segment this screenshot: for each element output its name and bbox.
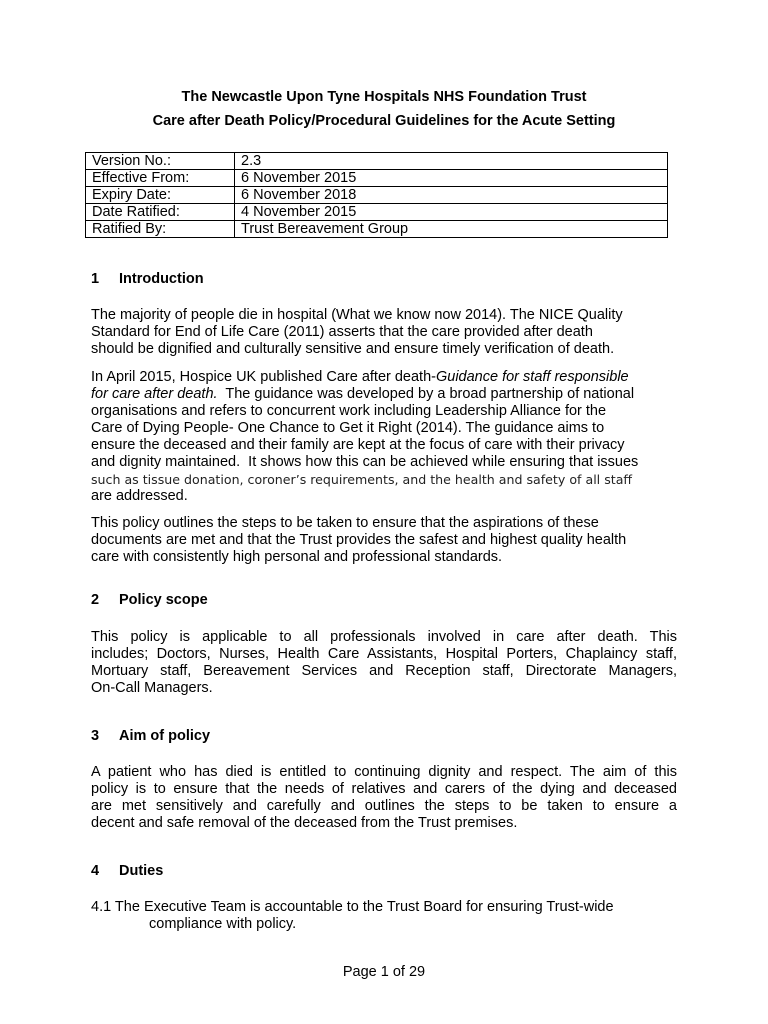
text-line: decent and safe removal of the deceased from the Trust premises. [91,815,518,831]
text-line: should be dignified and culturally sensitive and ensure timely verification of death. [91,341,615,357]
text-run: In April 2015, Hospice UK published Care after death- [91,369,436,385]
section-number: 1 [91,271,100,287]
section-number: 3 [91,728,100,744]
text-line: ensure the deceased and their family are kept at the focus of care with their privacy [91,437,625,453]
text-line: and dignity maintained. It shows how this can be achieved while ensuring that issues [91,454,639,470]
section-number: 2 [91,592,100,608]
text-line: policy is to ensure that the needs of relatives and carers of the dying and deceased [91,781,677,797]
text-line: documents are met and that the Trust provides the safest and highest quality health [91,532,627,548]
scope-paragraph [91,629,677,697]
text-line: The majority of people die in hospital (What we know now 2014). The NICE Quality [91,307,623,323]
text-line: A patient who has died is entitled to continuing dignity and respect. The aim of this [91,764,677,780]
table-row [86,170,668,187]
section-title: Aim of policy [119,728,211,744]
text-line: Care of Dying People- One Chance to Get it Right (2014). The guidance aims to [91,420,605,436]
info-label: Version No.: [86,153,235,170]
table-row [86,204,668,221]
text-line: includes; Doctors, Nurses, Health Care Assistants, Hospital Porters, Chaplaincy staff, [91,646,677,662]
section-title: Policy scope [119,592,208,608]
table-row [86,221,668,238]
document-info-table [85,152,668,238]
info-value: Trust Bereavement Group [235,221,668,238]
text-line: are addressed. [91,488,188,504]
text-line [91,369,677,386]
section-title: Duties [119,863,164,879]
page-number: Page 1 of 29 [342,964,426,980]
info-label: Ratified By: [86,221,235,238]
intro-paragraph-1 [91,307,677,358]
info-label: Effective From: [86,170,235,187]
info-value: 6 November 2018 [235,187,668,204]
text-line: are met sensitively and carefully and outlines the steps to be taken to ensure a [91,798,677,814]
info-value: 6 November 2015 [235,170,668,187]
text-line: 4.1 The Executive Team is accountable to the Trust Board for ensuring Trust-wide [91,899,614,915]
aim-paragraph [91,764,677,832]
info-value: 4 November 2015 [235,204,668,221]
duties-item-4-1 [91,899,677,933]
section-heading-aim-of-policy [91,727,210,745]
document-title: Care after Death Policy/Procedural Guidelines for the Acute Setting [152,113,616,129]
text-line: organisations and refers to concurrent work including Leadership Alliance for the [91,403,607,419]
text-line: This policy outlines the steps to be taken to ensure that the aspirations of these [91,515,599,531]
intro-paragraph-2 [91,369,677,505]
text-line: On-Call Managers. [91,680,213,696]
info-label: Expiry Date: [86,187,235,204]
text-line [91,386,677,403]
info-label: Date Ratified: [86,204,235,221]
text-line: This policy is applicable to all professionals involved in care after death. This [91,629,677,645]
text-line: such as tissue donation, coroner’s requirements, and the health and safety of all staff [91,472,633,487]
organisation-title: The Newcastle Upon Tyne Hospitals NHS Foundation Trust [181,89,587,105]
table-row [86,153,668,170]
intro-paragraph-3 [91,515,677,566]
section-heading-policy-scope [91,591,208,609]
section-heading-introduction [91,270,204,288]
section-title: Introduction [119,271,204,287]
text-line: compliance with policy. [149,916,297,932]
text-line: Standard for End of Life Care (2011) asserts that the care provided after death [91,324,593,340]
section-heading-duties [91,862,163,880]
table-row [86,187,668,204]
section-number: 4 [91,863,100,879]
text-run: The guidance was developed by a broad partnership of national [217,386,635,402]
text-line: Mortuary staff, Bereavement Services and Reception staff, Directorate Managers, [91,663,677,679]
guidance-title-italic: Guidance for staff responsible [435,369,629,385]
guidance-title-italic: for care after death. [91,386,218,402]
text-line: care with consistently high personal and professional standards. [91,549,503,565]
info-value: 2.3 [235,153,668,170]
